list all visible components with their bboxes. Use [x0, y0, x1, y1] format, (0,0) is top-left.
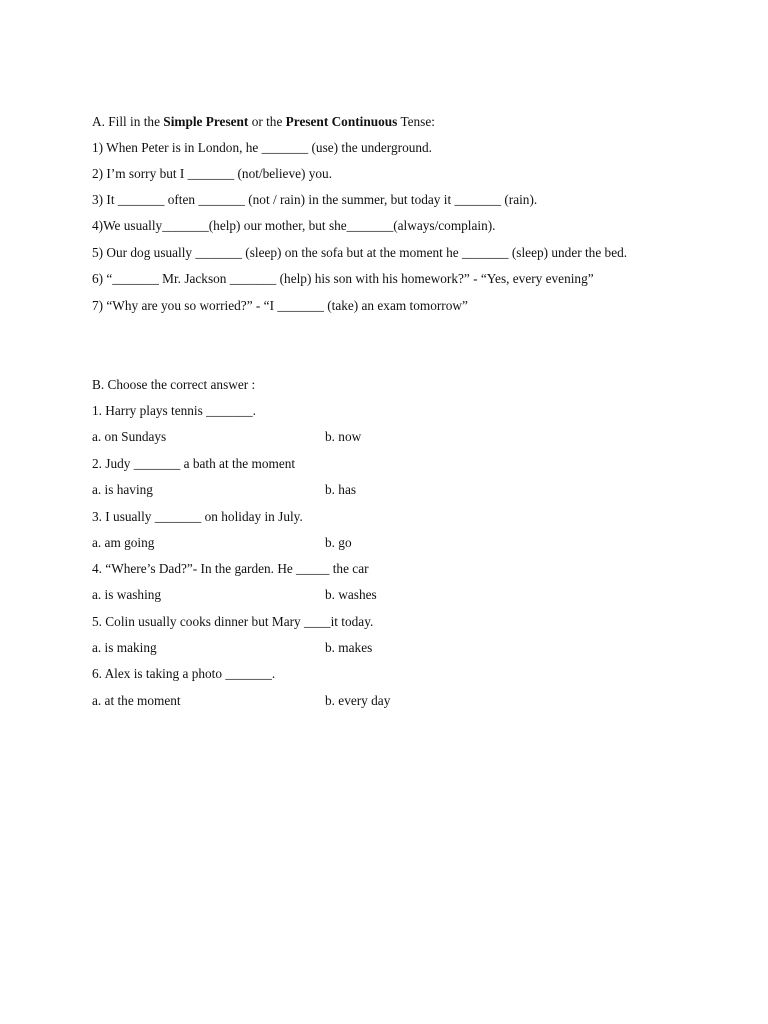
- section-b-question-3-option-b: b. go: [325, 535, 352, 550]
- section-b-question-2: 2. Judy _______ a bath at the moment: [92, 456, 296, 471]
- section-b-question-6-option-b: b. every day: [325, 693, 391, 708]
- section-b-question-3-option-a: a. am going: [92, 535, 155, 550]
- section-b-heading: B. Choose the correct answer :: [92, 377, 256, 392]
- section-a-item-6: 6) “_______ Mr. Jackson _______ (help) his son with his homework?” - “Yes, every evening”: [92, 271, 594, 286]
- section-a-item-5: 5) Our dog usually _______ (sleep) on the sofa but at the moment he _______ (sleep) under the bed.: [92, 245, 628, 260]
- section-b-question-2-option-a: a. is having: [92, 482, 153, 497]
- section-a-heading-suffix: Tense:: [397, 114, 435, 129]
- section-b-question-5-option-b: b. makes: [325, 640, 373, 655]
- section-a-item-3: 3) It _______ often _______ (not / rain) in the summer, but today it _______ (rain).: [92, 192, 538, 207]
- section-a-item-7: 7) “Why are you so worried?” - “I _______ (take) an exam tomorrow”: [92, 298, 468, 313]
- section-b-question-6-option-a: a. at the moment: [92, 693, 181, 708]
- section-b-question-1: 1. Harry plays tennis _______.: [92, 403, 256, 418]
- section-b-question-4: 4. “Where’s Dad?”- In the garden. He _____ the car: [92, 561, 369, 576]
- section-a-heading: [92, 114, 435, 130]
- section-b-question-4-option-b: b. washes: [325, 587, 377, 602]
- section-b-question-6: 6. Alex is taking a photo _______.: [92, 666, 276, 681]
- section-a-heading-prefix: A. Fill in the: [92, 114, 164, 129]
- section-a-heading-mid: or the: [248, 114, 286, 129]
- section-b-question-3: 3. I usually _______ on holiday in July.: [92, 509, 303, 524]
- section-b-question-5-option-a: a. is making: [92, 640, 157, 655]
- section-a-item-4: 4)We usually_______(help) our mother, but she_______(always/complain).: [92, 218, 496, 233]
- section-a-heading-present-continuous: Present Continuous: [285, 114, 398, 129]
- section-b-question-2-option-b: b. has: [325, 482, 357, 497]
- section-a-heading-simple-present: Simple Present: [163, 114, 249, 129]
- section-a-item-1: 1) When Peter is in London, he _______ (use) the underground.: [92, 140, 432, 155]
- section-b-question-4-option-a: a. is washing: [92, 587, 162, 602]
- section-a-item-2: 2) I’m sorry but I _______ (not/believe) you.: [92, 166, 333, 181]
- section-b-question-1-option-a: a. on Sundays: [92, 429, 167, 444]
- section-b-question-1-option-b: b. now: [325, 429, 362, 444]
- section-b-question-5: 5. Colin usually cooks dinner but Mary ____it today.: [92, 614, 374, 629]
